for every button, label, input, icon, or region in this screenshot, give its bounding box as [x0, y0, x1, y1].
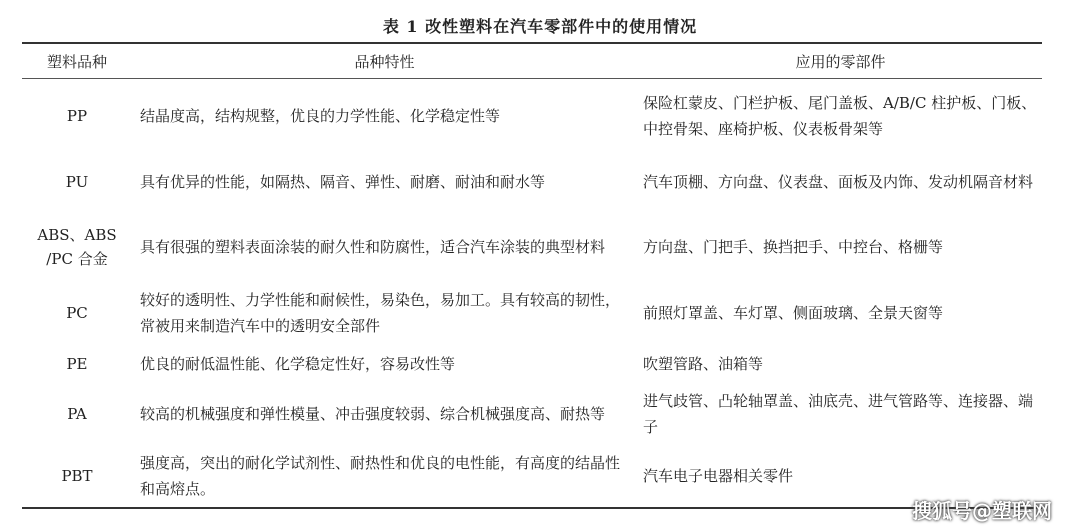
table-row: [22, 345, 1042, 383]
table-caption: 表 1 改性塑料在汽车零部件中的使用情况: [382, 17, 698, 36]
applied-parts: 方向盘、门把手、换挡把手、中控台、格栅等: [643, 238, 944, 256]
plastic-properties: 较好的透明性、力学性能和耐候性，易染色，易加工。具有较高的韧性，常被用来制造汽车中的透明安全部件: [140, 291, 621, 335]
applied-parts: 前照灯罩盖、车灯罩、侧面玻璃、全景天窗等: [643, 304, 944, 322]
plastic-properties: 具有很强的塑料表面涂装的耐久性和防腐性，适合汽车涂装的典型材料: [140, 238, 606, 256]
applied-parts: 汽车电子电器相关零件: [643, 467, 794, 485]
plastic-properties: 优良的耐低温性能、化学稳定性好，容易改性等: [140, 355, 456, 373]
plastic-type: PU: [65, 173, 89, 191]
plastic-properties: 强度高，突出的耐化学试剂性、耐热性和优良的电性能，有高度的结晶性和高熔点。: [140, 454, 621, 498]
table-header: [22, 44, 1042, 79]
table-row: [22, 151, 1042, 213]
plastic-properties: 具有优异的性能，如隔热、隔音、弹性、耐磨、耐油和耐水等: [140, 173, 546, 191]
plastic-properties: 较高的机械强度和弹性模量、冲击强度较弱、综合机械强度高、耐热等: [140, 405, 606, 423]
plastic-type: PP: [66, 107, 88, 125]
header-properties: 品种特性: [354, 52, 415, 71]
header-applied-parts: 应用的零部件: [795, 52, 886, 71]
plastic-type: PE: [66, 355, 88, 373]
table-row: [22, 383, 1042, 445]
plastic-type: PC: [66, 304, 88, 322]
table-row: [22, 213, 1042, 281]
plastic-type: PBT: [61, 467, 93, 485]
applied-parts: 进气歧管、凸轮轴罩盖、油底壳、进气管路等、连接器、端子: [643, 392, 1034, 436]
watermark-text: 搜狐号@塑联网: [912, 499, 1052, 523]
header-plastic-type: 塑料品种: [46, 52, 107, 71]
table-row: [22, 281, 1042, 345]
data-table: [22, 42, 1042, 509]
applied-parts: 保险杠蒙皮、门栏护板、尾门盖板、A/B/C 柱护板、门板、中控骨架、座椅护板、仪表板骨架等: [643, 94, 1037, 138]
table-row: [22, 445, 1042, 507]
applied-parts: 吹塑管路、油箱等: [643, 355, 764, 373]
plastic-properties: 结晶度高，结构规整，优良的力学性能、化学稳定性等: [140, 107, 501, 125]
plastic-type: ABS、ABS /PC 合金: [37, 226, 117, 268]
applied-parts: 汽车顶棚、方向盘、仪表盘、面板及内饰、发动机隔音材料: [643, 173, 1034, 191]
table-row: [22, 81, 1042, 151]
plastic-type: PA: [67, 405, 87, 423]
